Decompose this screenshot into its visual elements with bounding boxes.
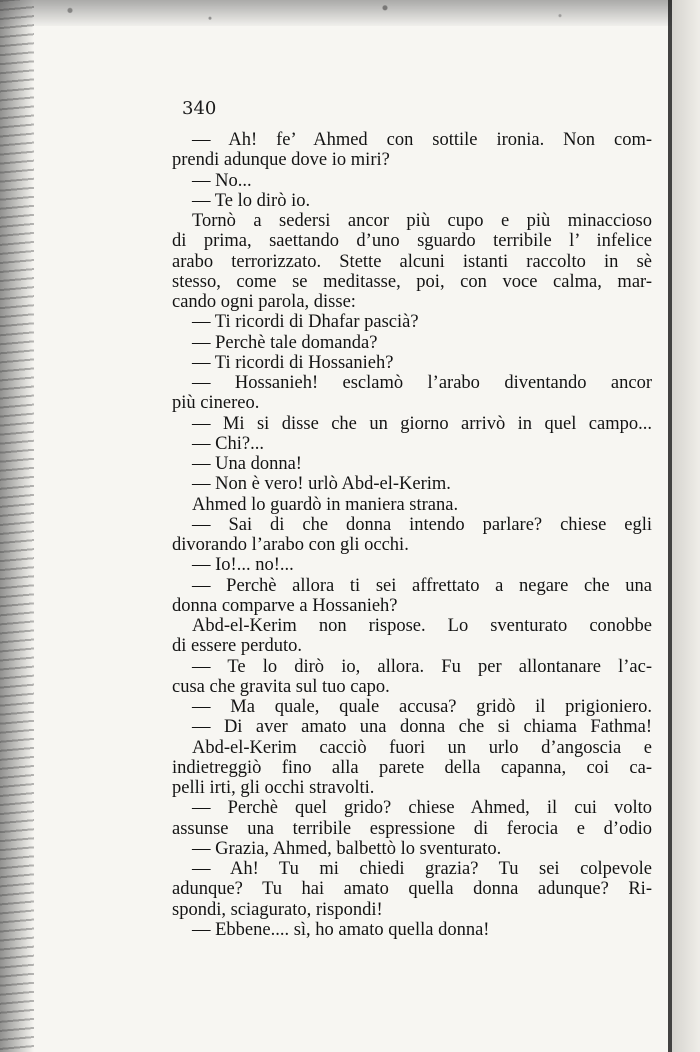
text-line: — Chi?...	[192, 433, 264, 454]
page-right-edge	[668, 0, 672, 1052]
text-line: arabo terrorizzato. Stette alcuni istanti raccolto in sè	[172, 251, 652, 272]
text-line: di prima, saettando d’uno sguardo terribile l’ infelice	[172, 231, 652, 252]
text-line: — Ti ricordi di Hossanieh?	[192, 352, 394, 373]
text-line: spondi, sciagurato, rispondi!	[172, 899, 383, 920]
text-line: — Te lo dirò io, allora. Fu per allontanare l’ac-	[192, 656, 652, 677]
text-line: Tornò a sedersi ancor più cupo e più minaccioso	[192, 211, 652, 231]
text-line: — Ti ricordi di Dhafar pascià?	[192, 312, 419, 333]
body-text	[172, 130, 652, 940]
text-line: — Una donna!	[192, 454, 302, 474]
text-line: — Ebbene.... sì, ho amato quella donna!	[192, 919, 490, 940]
page-right-margin	[672, 0, 700, 1052]
text-line: Abd-el-Kerim non rispose. Lo sventurato conobbe	[192, 616, 652, 636]
text-line: — Grazia, Ahmed, balbettò lo sventurato.	[192, 838, 502, 859]
text-line: cando ogni parola, disse:	[172, 292, 356, 312]
text-line: divorando l’arabo con gli occhi.	[172, 535, 409, 555]
text-line: — Mi si disse che un giorno arrivò in quel campo...	[192, 413, 652, 434]
text-line: indietreggiò fino alla parete della capanna, coi ca-	[172, 757, 652, 778]
text-line: — Ma quale, quale accusa? gridò il prigioniero.	[192, 697, 652, 717]
text-line: donna comparve a Hossanieh?	[172, 595, 398, 616]
text-line: di essere perduto.	[172, 636, 302, 657]
text-line: — Te lo dirò io.	[192, 190, 311, 211]
text-line: adunque? Tu hai amato quella donna adunque? Ri-	[172, 879, 652, 900]
text-line: più cinereo.	[172, 393, 260, 414]
text-line: assunse una terribile espressione di ferocia e d’odio	[172, 818, 652, 839]
text-line: Ahmed lo guardò in maniera strana.	[192, 494, 459, 515]
text-line: — Ah! fe’ Ahmed con sottile ironia. Non com-	[192, 130, 652, 150]
text-line: — No...	[192, 170, 252, 191]
text-line: pelli irti, gli occhi stravolti.	[172, 778, 375, 798]
page-top-edge	[0, 0, 700, 26]
text-line: — Hossanieh! esclamò l’arabo diventando ancor	[192, 373, 652, 393]
text-line: — Perchè tale domanda?	[192, 332, 378, 353]
text-line: — Di aver amato una donna che si chiama Fathma!	[192, 717, 652, 738]
page-number: 340	[182, 98, 217, 119]
text-line: — Sai di che donna intendo parlare? chiese egli	[192, 514, 652, 535]
text-line: Abd-el-Kerim cacciò fuori un urlo d’angoscia e	[192, 737, 652, 758]
text-line: — Io!... no!...	[192, 555, 294, 576]
text-line: — Perchè allora ti sei affrettato a negare che una	[192, 575, 652, 596]
text-line: — Ah! Tu mi chiedi grazia? Tu sei colpevole	[192, 859, 652, 879]
text-line: stesso, come se meditasse, poi, con voce calma, mar-	[172, 271, 652, 292]
text-line: — Non è vero! urlò Abd-el-Kerim.	[192, 474, 451, 495]
text-line: cusa che gravita sul tuo capo.	[172, 676, 390, 697]
text-line: prendi adunque dove io miri?	[172, 150, 390, 171]
page-left-edge	[0, 0, 34, 1052]
text-line: — Perchè quel grido? chiese Ahmed, il cui volto	[192, 798, 652, 819]
